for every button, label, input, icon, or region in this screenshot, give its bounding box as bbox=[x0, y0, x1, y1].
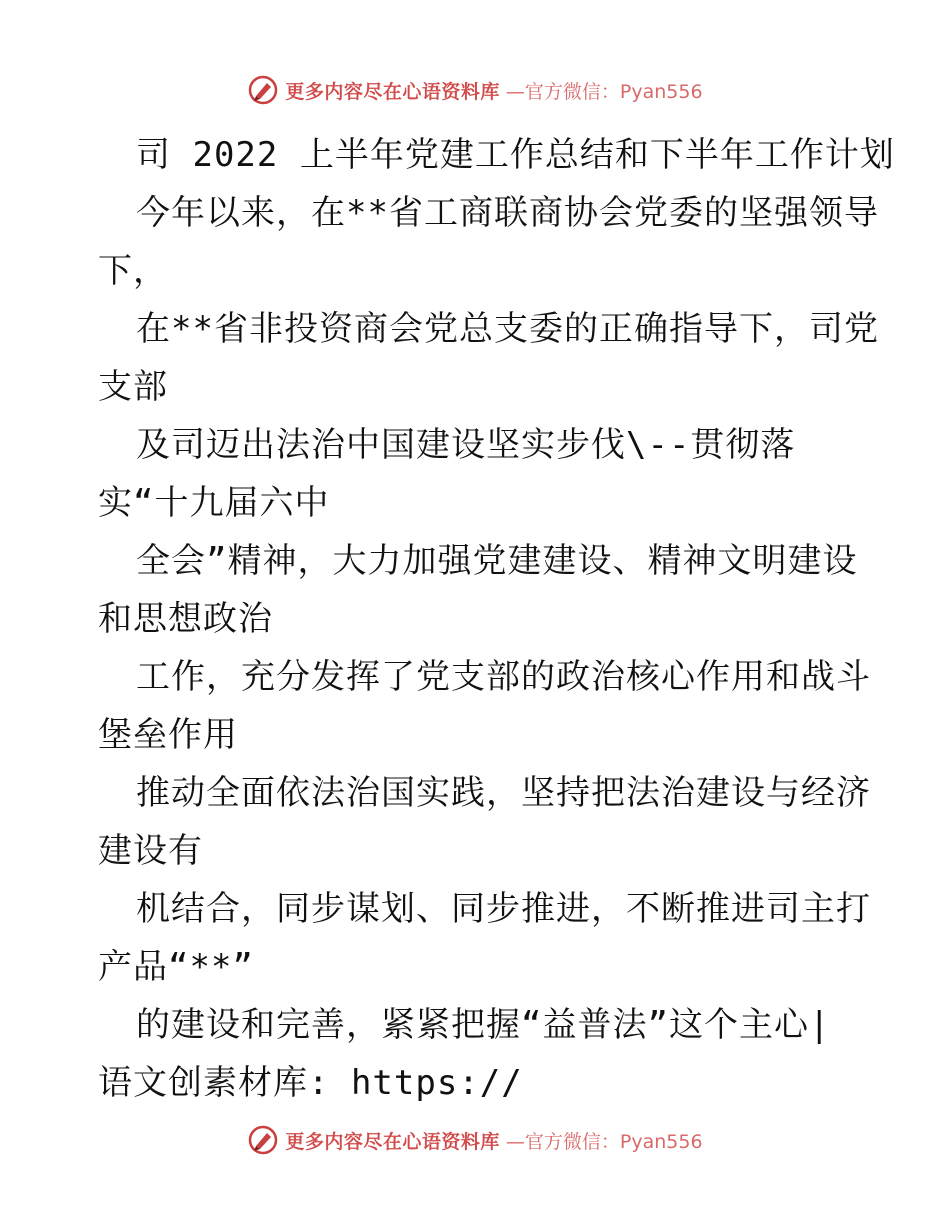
paragraph-line: 及司迈出法治中国建设坚实步伐\--贯彻落 bbox=[136, 425, 796, 465]
paragraph-line: 工作，充分发挥了党支部的政治核心作用和战斗 bbox=[136, 657, 871, 697]
paragraph-line: 支部 bbox=[98, 367, 168, 407]
paragraph-line: 建设有 bbox=[98, 831, 203, 871]
paragraph-line: 产品“**” bbox=[98, 947, 254, 987]
footer-banner-wechat: —官方微信：Pyan556 bbox=[505, 1130, 703, 1153]
header-banner-wechat: —官方微信：Pyan556 bbox=[505, 80, 703, 103]
paragraph-line: 机结合，同步谋划、同步推进，不断推进司主打 bbox=[136, 889, 871, 929]
header-banner bbox=[0, 70, 950, 110]
paragraph-line: 语文创素材库: https:// bbox=[98, 1063, 523, 1103]
paragraph-line: 全会”精神，大力加强党建建设、精神文明建设 bbox=[136, 541, 858, 581]
footer-banner bbox=[0, 1120, 950, 1160]
pen-logo-icon bbox=[247, 1124, 279, 1156]
paragraph-line: 实“十九届六中 bbox=[98, 483, 330, 523]
paragraph-line: 下， bbox=[98, 251, 168, 291]
paragraph-line: 和思想政治 bbox=[98, 599, 273, 639]
paragraph-line: 的建设和完善，紧紧把握“益普法”这个主心| bbox=[136, 1005, 831, 1045]
paragraph-line: 推动全面依法治国实践，坚持把法治建设与经济 bbox=[136, 773, 871, 813]
paragraph-line: 堡垒作用 bbox=[98, 715, 238, 755]
paragraph-line: 今年以来，在**省工商联商协会党委的坚强领导 bbox=[136, 193, 879, 233]
paragraph-line: 在**省非投资商会党总支委的正确指导下，司党 bbox=[136, 309, 879, 349]
document-body bbox=[98, 126, 895, 1112]
footer-banner-text: 更多内容尽在心语资料库 bbox=[285, 1130, 500, 1153]
document-title-line: 司 2022 上半年党建工作总结和下半年工作计划 bbox=[136, 135, 895, 175]
header-banner-text: 更多内容尽在心语资料库 bbox=[285, 80, 500, 103]
pen-logo-icon bbox=[247, 74, 279, 106]
